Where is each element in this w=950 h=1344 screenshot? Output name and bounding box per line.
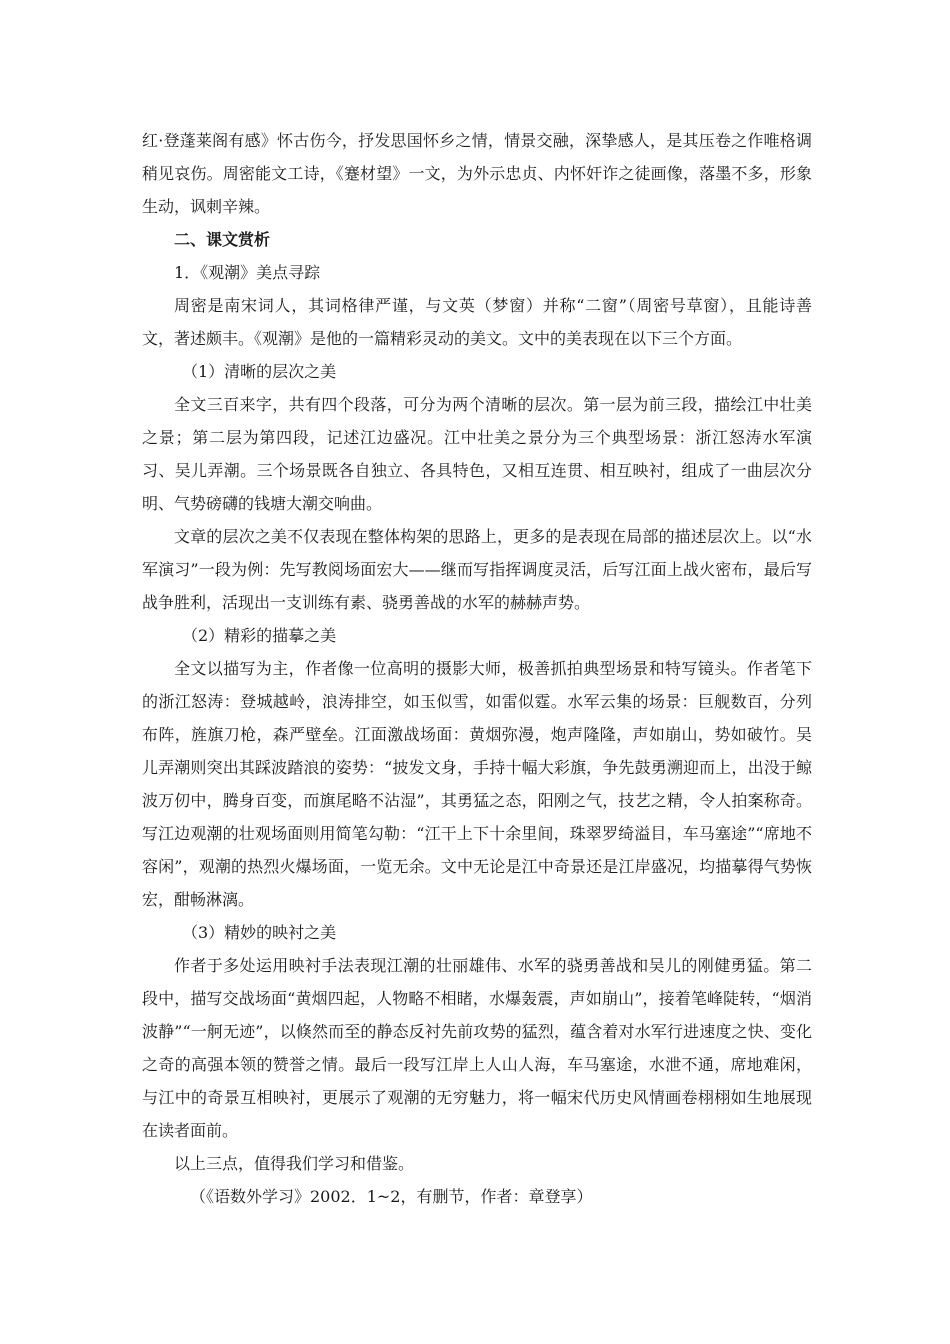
source-citation: （《语数外学习》2002．1~2，有删节，作者：章登享） (190, 1187, 593, 1206)
intro-continued-paragraph: 红·登蓬莱阁有感》怀古伤今，抒发思国怀乡之情，情景交融，深挚感人，是其压卷之作唯格调稍见哀伤。周密能文工诗，《蹇材望》一文，为外示忠贞、内怀奸诈之徒画像，落墨不多，形象生动，讽刺辛辣。 (142, 131, 812, 216)
point-1-paragraph-2: 文章的层次之美不仅表现在整体构架的思路上，更多的是表现在局部的描述层次上。以“水军演习”一段为例：先写教阅场面宏大——继而写指挥调度灵活，后写江面上战火密布，最后写战争胜利，活现出一支训练有素、骁勇善战的水军的赫赫声势。 (142, 527, 812, 612)
point-1-title: （1）清晰的层次之美 (182, 362, 337, 381)
point-3-paragraph: 作者于多处运用映衬手法表现江潮的壮丽雄伟、水军的骁勇善战和吴儿的刚健勇猛。第二段中，描写交战场面“黄烟四起，人物略不相睹，水爆轰震，声如崩山”，接着笔峰陡转，“烟消波静”“一舸无迹”，以倏然而至的静态反衬先前攻势的猛烈，蕴含着对水军行进速度之快、变化之奇的高强本领的赞誉之情。最后一段写江岸上人山人海，车马塞途，水泄不通，席地难闲，与江中的奇景互相映衬，更展示了观潮的无穷魅力，将一幅宋代历史风情画卷栩栩如生地展现在读者面前。 (142, 956, 812, 1140)
conclusion-paragraph: 以上三点，值得我们学习和借鉴。 (174, 1154, 415, 1173)
section-heading: 二、课文赏析 (174, 230, 271, 249)
intro-paragraph: 周密是南宋词人，其词格律严谨，与文英（梦窗）并称“二窗”（周密号草窗），且能诗善文，著述颇丰。《观潮》是他的一篇精彩灵动的美文。文中的美表现在以下三个方面。 (142, 296, 812, 348)
subheading-1: 1．《观潮》美点寻踪 (174, 263, 321, 282)
document-page (142, 124, 812, 1213)
point-3-title: （3）精妙的映衬之美 (182, 923, 337, 942)
point-1-paragraph-1: 全文三百来字，共有四个段落，可分为两个清晰的层次。第一层为前三段，描绘江中壮美之景；第二层为第四段，记述江边盛况。江中壮美之景分为三个典型场景：浙江怒涛水军演习、吴儿弄潮。三个场景既各自独立、各具特色，又相互连贯、相互映衬，组成了一曲层次分明、气势磅礴的钱塘大潮交响曲。 (142, 395, 812, 513)
point-2-title: （2）精彩的描摹之美 (182, 626, 337, 645)
point-2-paragraph: 全文以描写为主，作者像一位高明的摄影大师，极善抓拍典型场景和特写镜头。作者笔下的浙江怒涛：登城越岭，浪涛排空，如玉似雪，如雷似霆。水军云集的场景：巨舰数百，分列布阵，旌旗刀枪，森严壁垒。江面激战场面：黄烟弥漫，炮声隆隆，声如崩山，势如破竹。吴儿弄潮则突出其踩波踏浪的姿势：“披发文身，手持十幅大彩旗，争先鼓勇溯迎而上，出没于鲸波万仞中，腾身百变，而旗尾略不沾湿”，其勇猛之态，阳刚之气，技艺之精，令人拍案称奇。写江边观潮的壮观场面则用简笔勾勒：“江干上下十余里间，珠翠罗绮溢目，车马塞途”“席地不容闲”，观潮的热烈火爆场面，一览无余。文中无论是江中奇景还是江岸盛况，均描摹得气势恢宏，酣畅淋漓。 (142, 659, 812, 909)
